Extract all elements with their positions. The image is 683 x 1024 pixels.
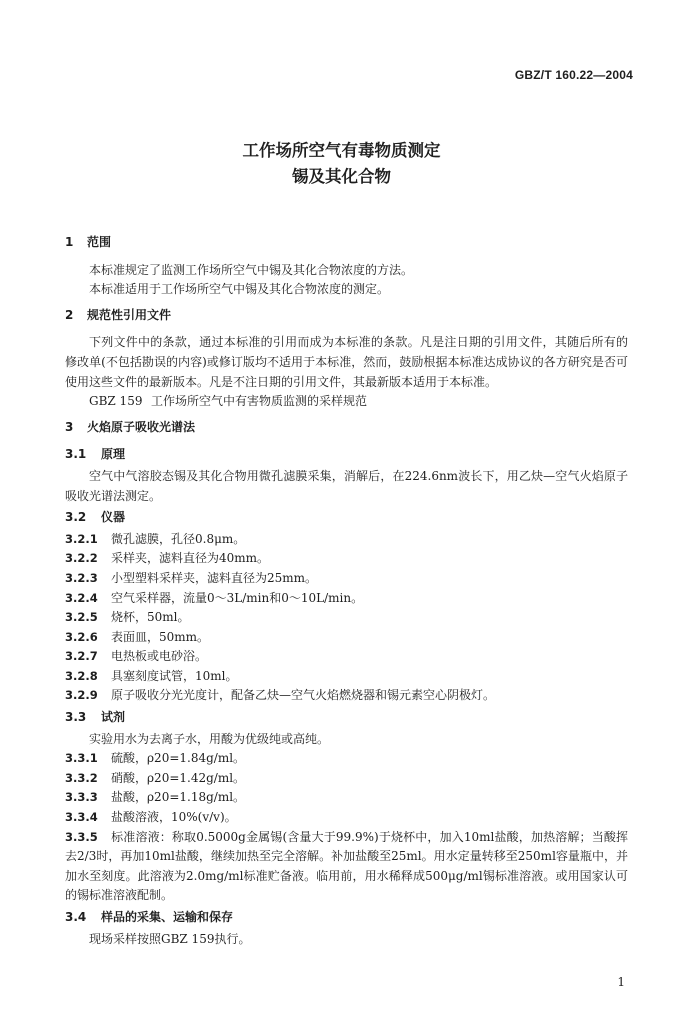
subsection-3-4-heading <box>65 908 628 928</box>
paragraph: 现场采样按照GBZ 159执行。 <box>89 931 251 946</box>
subsection-number: 3.4 <box>65 910 87 924</box>
paragraph: 本标准适用于工作场所空气中锡及其化合物浓度的测定。 <box>89 282 390 297</box>
item-text: 空气采样器，流量0～3L/min和0～10L/min。 <box>111 590 364 605</box>
subsection-number: 3.3 <box>65 710 87 725</box>
section-1-heading <box>65 233 628 253</box>
list-item <box>65 828 628 906</box>
subsection-number: 3.1 <box>65 447 87 462</box>
item-number: 3.2.7 <box>65 649 98 664</box>
list-item <box>65 808 628 828</box>
list-item <box>65 788 628 808</box>
item-number: 3.2.4 <box>65 590 98 605</box>
subsection-title: 样品的采集、运输和保存 <box>101 910 234 924</box>
item-number: 3.3.2 <box>65 770 98 785</box>
item-text: 电热板或电砂浴。 <box>111 649 208 664</box>
list-item <box>65 530 628 550</box>
subsection-3-1-heading <box>65 445 628 465</box>
list-item <box>65 667 628 687</box>
standard-code: GBZ/T 160.22—2004 <box>514 68 633 82</box>
item-text: 盐酸，ρ20=1.18g/ml。 <box>111 790 246 805</box>
item-text: 硝酸，ρ20=1.42g/ml。 <box>111 770 246 785</box>
item-number: 3.2.9 <box>65 688 98 703</box>
subsection-title: 试剂 <box>101 710 126 725</box>
item-number: 3.3.4 <box>65 810 98 825</box>
document-title: 工作场所空气有毒物质测定 <box>242 141 441 160</box>
item-text: 烧杯，50ml。 <box>111 610 190 625</box>
item-number: 3.2.2 <box>65 551 98 566</box>
list-item <box>65 686 628 706</box>
item-text: 微孔滤膜，孔径0.8μm。 <box>111 531 246 546</box>
item-text: 表面皿，50mm。 <box>111 629 210 644</box>
item-text: 标准溶液：称取0.5000g金属锡(含量大于99.9%)于烧杯中，加入10ml盐酸，加热溶解；当酸挥去2/3时，再加10ml盐酸，继续加热至完全溶解。补加盐酸至25ml。用水定量转移至250ml容量瓶中，并加水至刻度。此溶液为2.0mg/ml标准贮备液。临用前，用水稀释成500μg/ml锡标准溶液。或用国家认可的锡标准溶液配制。 <box>65 829 628 903</box>
item-text: 原子吸收分光光度计，配备乙炔—空气火焰燃烧器和锡元素空心阴极灯。 <box>111 688 496 703</box>
item-number: 3.2.6 <box>65 629 98 644</box>
item-number: 3.2.3 <box>65 570 98 585</box>
subsection-3-3-heading <box>65 708 628 728</box>
item-number: 3.3.1 <box>65 751 98 766</box>
section-title: 规范性引用文件 <box>87 307 172 322</box>
normative-reference <box>65 392 628 412</box>
section-number: 2 <box>65 307 74 322</box>
subsection-number: 3.2 <box>65 510 87 525</box>
item-text: 硫酸，ρ20=1.84g/ml。 <box>111 751 246 766</box>
item-number: 3.3.3 <box>65 790 98 805</box>
page-number: 1 <box>617 975 625 989</box>
section-2-heading <box>65 306 628 326</box>
section-title: 范围 <box>87 235 112 249</box>
list-item <box>65 569 628 589</box>
list-item <box>65 589 628 609</box>
paragraph: 空气中气溶胶态锡及其化合物用微孔滤膜采集，消解后，在224.6nm波长下，用乙炔—空气火焰原子吸收光谱法测定。 <box>65 468 628 503</box>
item-number: 3.2.1 <box>65 531 98 546</box>
section-number: 1 <box>65 235 74 249</box>
item-number: 3.3.5 <box>65 829 98 844</box>
paragraph: 实验用水为去离子水，用酸为优级纯或高纯。 <box>89 731 330 746</box>
section-3-heading <box>65 418 628 438</box>
list-item <box>65 549 628 569</box>
list-item <box>65 769 628 789</box>
list-item <box>65 749 628 769</box>
item-text: 采样夹，滤料直径为40mm。 <box>111 551 270 566</box>
item-text: 具塞刻度试管，10ml。 <box>111 668 238 683</box>
subsection-title: 仪器 <box>101 510 126 525</box>
paragraph: 下列文件中的条款，通过本标准的引用而成为本标准的条款。凡是注日期的引用文件，其随后所有的修改单(不包括勘误的内容)或修订版均不适用于本标准，然而，鼓励根据本标准达成协议的各方研究是否可使用这些文件的最新版本。凡是不注日期的引用文件，其最新版本适用于本标准。 <box>65 335 628 389</box>
paragraph: 本标准规定了监测工作场所空气中锡及其化合物浓度的方法。 <box>89 262 414 277</box>
item-number: 3.2.8 <box>65 668 98 683</box>
reference-code: GBZ 159 <box>89 394 143 409</box>
document-subtitle: 锡及其化合物 <box>292 167 391 186</box>
subsection-3-2-heading <box>65 508 628 528</box>
reference-title: 工作场所空气中有害物质监测的采样规范 <box>151 394 368 409</box>
section-number: 3 <box>65 419 74 434</box>
list-item <box>65 647 628 667</box>
section-title: 火焰原子吸收光谱法 <box>87 419 196 434</box>
item-number: 3.2.5 <box>65 610 98 625</box>
subsection-title: 原理 <box>101 447 126 462</box>
list-item <box>65 608 628 628</box>
document-body <box>65 230 628 949</box>
list-item <box>65 628 628 648</box>
item-text: 盐酸溶液，10%(v/v)。 <box>111 810 237 825</box>
item-text: 小型塑料采样夹，滤料直径为25mm。 <box>111 570 318 585</box>
